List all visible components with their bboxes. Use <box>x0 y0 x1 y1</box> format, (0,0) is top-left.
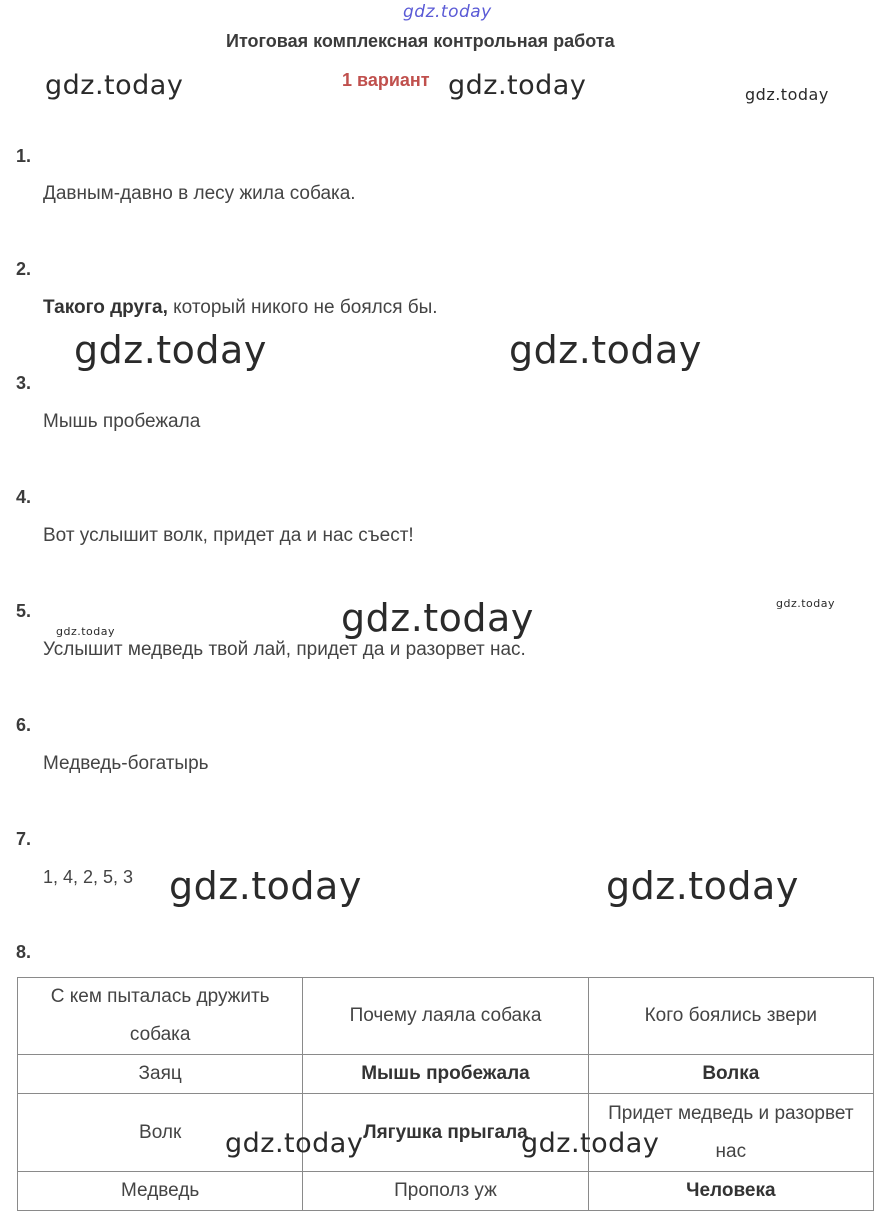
answer-text: Услышит медведь твой лай, придет да и разорвет нас. <box>43 639 526 660</box>
question-number: 2. <box>16 259 32 279</box>
table-header-cell: Кого боялись звери <box>588 978 873 1055</box>
watermark: gdz.today <box>606 864 799 908</box>
answer-text: Медведь-богатырь <box>43 753 209 774</box>
answer-text: 1, 4, 2, 5, 3 <box>43 867 134 887</box>
watermark: gdz.today <box>509 328 702 372</box>
answer-text <box>43 297 438 319</box>
table-cell: Заяц <box>18 1055 303 1094</box>
answer-rest: который никого не боялся бы. <box>167 297 438 318</box>
watermark: gdz.today <box>74 328 267 372</box>
table-row <box>18 1055 874 1094</box>
variant-label: 1 вариант <box>342 70 430 90</box>
table-header-row <box>18 978 874 1055</box>
watermark: gdz.today <box>776 597 836 610</box>
table-cell: Лягушка прыгала <box>303 1094 588 1172</box>
question-number: 6. <box>16 715 32 735</box>
watermark: gdz.today <box>45 70 184 101</box>
watermark: gdz.today <box>341 596 534 640</box>
watermark-top: gdz.today <box>403 2 492 22</box>
question-number: 7. <box>16 829 32 849</box>
watermark: gdz.today <box>169 864 362 908</box>
table-row <box>18 1172 874 1211</box>
watermark: gdz.today <box>56 625 116 638</box>
question-number: 3. <box>16 373 32 393</box>
question-number: 1. <box>16 146 32 166</box>
table-row <box>18 1094 874 1172</box>
table-cell: Придет медведь и разорвет нас <box>588 1094 873 1172</box>
watermark: gdz.today <box>521 1128 660 1159</box>
table-cell: Прополз уж <box>303 1172 588 1211</box>
answer-text: Давным-давно в лесу жила собака. <box>43 183 356 204</box>
watermark: gdz.today <box>745 85 829 104</box>
table-header-cell: Почему лаяла собака <box>303 978 588 1055</box>
answer-text: Вот услышит волк, придет да и нас съест! <box>43 525 414 546</box>
table-cell: Медведь <box>18 1172 303 1211</box>
question-number: 4. <box>16 487 32 507</box>
watermark: gdz.today <box>225 1128 364 1159</box>
table-cell: Волк <box>18 1094 303 1172</box>
table-header-cell: С кем пыталась дружить собака <box>18 978 303 1055</box>
question-number: 5. <box>16 601 32 621</box>
table-cell: Волка <box>588 1055 873 1094</box>
answer-text: Мышь пробежала <box>43 411 201 432</box>
question-number: 8. <box>16 942 32 962</box>
answer-bold: Такого друга, <box>43 297 168 318</box>
table-cell: Мышь пробежала <box>303 1055 588 1094</box>
watermark: gdz.today <box>448 70 587 101</box>
answer-table <box>17 977 874 1211</box>
page-title: Итоговая комплексная контрольная работа <box>226 31 615 51</box>
table-cell: Человека <box>588 1172 873 1211</box>
